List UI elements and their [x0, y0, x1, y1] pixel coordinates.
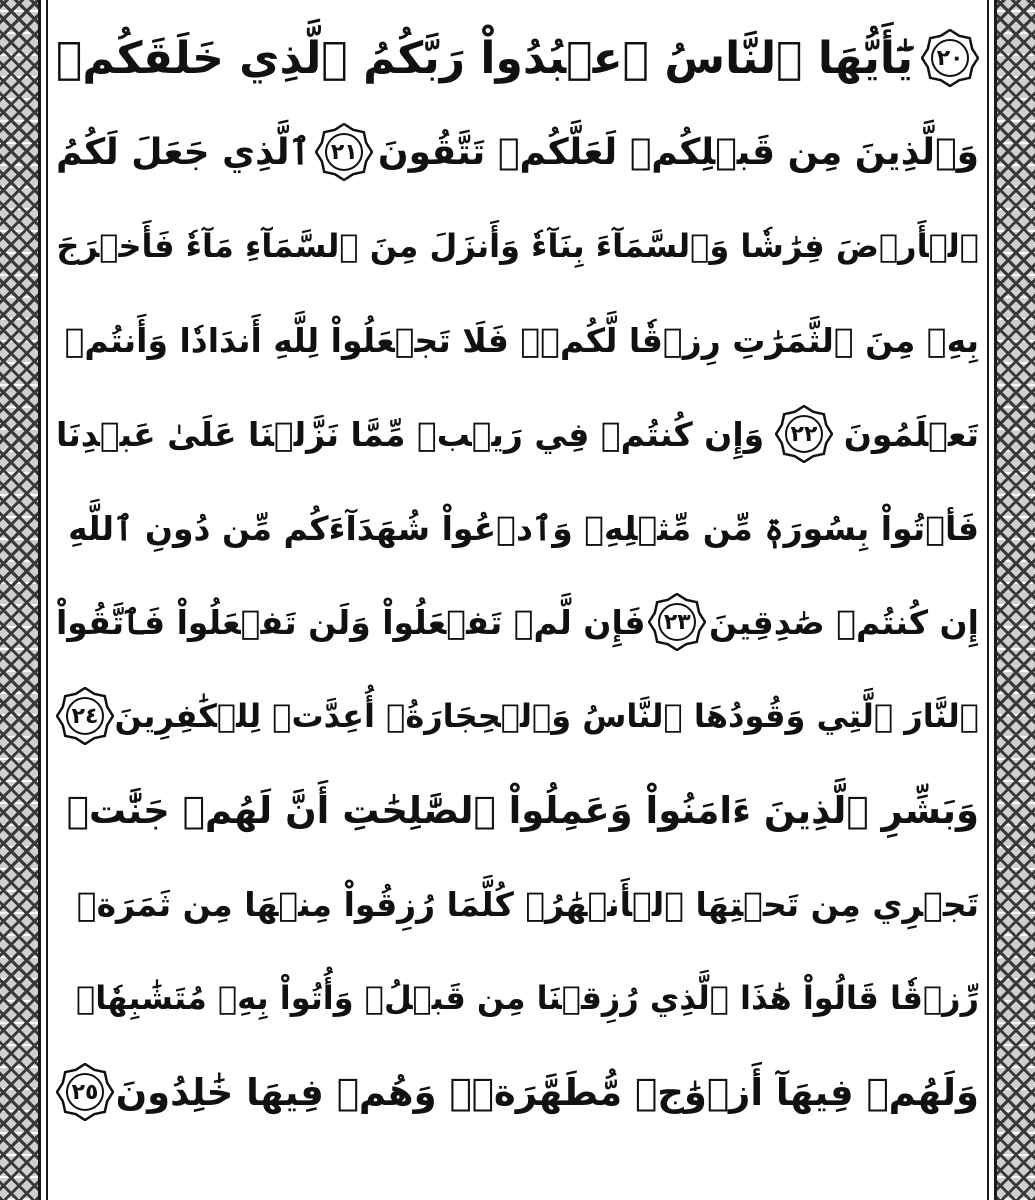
- text-line: [56, 394, 979, 474]
- ayah-number: ٢٤: [71, 703, 99, 729]
- verse-text: يَٰٓأَيُّهَا ٱلنَّاسُ ٱعۡبُدُواْ رَبَّكُمُ ٱلَّذِي خَلَقَكُمۡ: [56, 32, 913, 84]
- verse-text: إِن كُنتُمۡ صَٰدِقِينَ: [709, 602, 979, 642]
- quran-text-block: [56, 0, 979, 1200]
- text-line: [56, 206, 979, 286]
- ayah-number: ٢١: [330, 139, 358, 165]
- right-ornamental-border: [994, 0, 1035, 1200]
- verse-text: بِهِۦ مِنَ ٱلثَّمَرَٰتِ رِزۡقٗا لَّكُمۡۖ فَلَا تَجۡعَلُواْ لِلَّهِ أَندَادٗا وَأَنتُمۡ: [64, 320, 979, 360]
- ayah-number-marker: [921, 29, 979, 87]
- verse-text: وَإِن كُنتُمۡ فِي رَيۡبٖ مِّمَّا نَزَّلۡنَا عَلَىٰ عَبۡدِنَا: [56, 414, 765, 454]
- right-inner-rule: [987, 0, 989, 1200]
- verse-text: ٱلنَّارَ ٱلَّتِي وَقُودُهَا ٱلنَّاسُ وَٱلۡحِجَارَةُۖ أُعِدَّتۡ لِلۡكَٰفِرِينَ: [114, 697, 979, 735]
- verse-text: تَعۡلَمُونَ: [843, 414, 979, 454]
- verse-text: فَأۡتُواْ بِسُورَةٖ مِّن مِّثۡلِهِۦ وَٱدۡعُواْ شُهَدَآءَكُم مِّن دُونِ ٱللَّهِ: [68, 508, 979, 548]
- text-line: [56, 582, 979, 662]
- text-line: [56, 770, 979, 850]
- ayah-number: ٢٠: [936, 45, 964, 71]
- text-line: [56, 958, 979, 1038]
- text-line: [56, 1052, 979, 1132]
- verse-text: وَبَشِّرِ ٱلَّذِينَ ءَامَنُواْ وَعَمِلُواْ ٱلصَّٰلِحَٰتِ أَنَّ لَهُمۡ جَنَّٰتٖ: [66, 788, 979, 832]
- verse-text: فَإِن لَّمۡ تَفۡعَلُواْ وَلَن تَفۡعَلُواْ فَٱتَّقُواْ: [56, 602, 646, 642]
- verse-text: وَلَهُمۡ فِيهَآ أَزۡوَٰجٞ مُّطَهَّرَةٞۖ وَهُمۡ فِيهَا خَٰلِدُونَ: [115, 1070, 979, 1114]
- ayah-number: ٢٢: [790, 421, 818, 447]
- text-line: [56, 864, 979, 944]
- text-line: [56, 676, 979, 756]
- text-line: [56, 18, 979, 98]
- verse-text: ٱلۡأَرۡضَ فِرَٰشٗا وَٱلسَّمَآءَ بِنَآءٗ وَأَنزَلَ مِنَ ٱلسَّمَآءِ مَآءٗ فَأَخۡرَجَ: [56, 227, 979, 265]
- text-line: [56, 488, 979, 568]
- ayah-number-marker: [775, 405, 833, 463]
- verse-text: تَجۡرِي مِن تَحۡتِهَا ٱلۡأَنۡهَٰرُۖ كُلَّمَا رُزِقُواْ مِنۡهَا مِن ثَمَرَةٖ: [76, 884, 979, 924]
- verse-text: رِّزۡقٗا قَالُواْ هَٰذَا ٱلَّذِي رُزِقۡنَا مِن قَبۡلُۖ وَأُتُواْ بِهِۦ مُتَشَٰبِهٗاۖ: [75, 979, 979, 1017]
- ayah-number: ٢٣: [663, 609, 691, 635]
- verse-text: وَٱلَّذِينَ مِن قَبۡلِكُمۡ لَعَلَّكُمۡ تَتَّقُونَ: [377, 131, 979, 173]
- ayah-number-marker: [315, 123, 373, 181]
- ayah-number-marker: [648, 593, 706, 651]
- ayah-number-marker: [56, 1063, 114, 1121]
- ayah-number: ٢٥: [71, 1079, 99, 1105]
- text-line: [56, 112, 979, 192]
- left-inner-rule: [46, 0, 48, 1200]
- left-ornamental-border: [0, 0, 41, 1200]
- ayah-number-marker: [56, 687, 114, 745]
- verse-text: ٱلَّذِي جَعَلَ لَكُمُ: [56, 131, 311, 173]
- text-line: [56, 300, 979, 380]
